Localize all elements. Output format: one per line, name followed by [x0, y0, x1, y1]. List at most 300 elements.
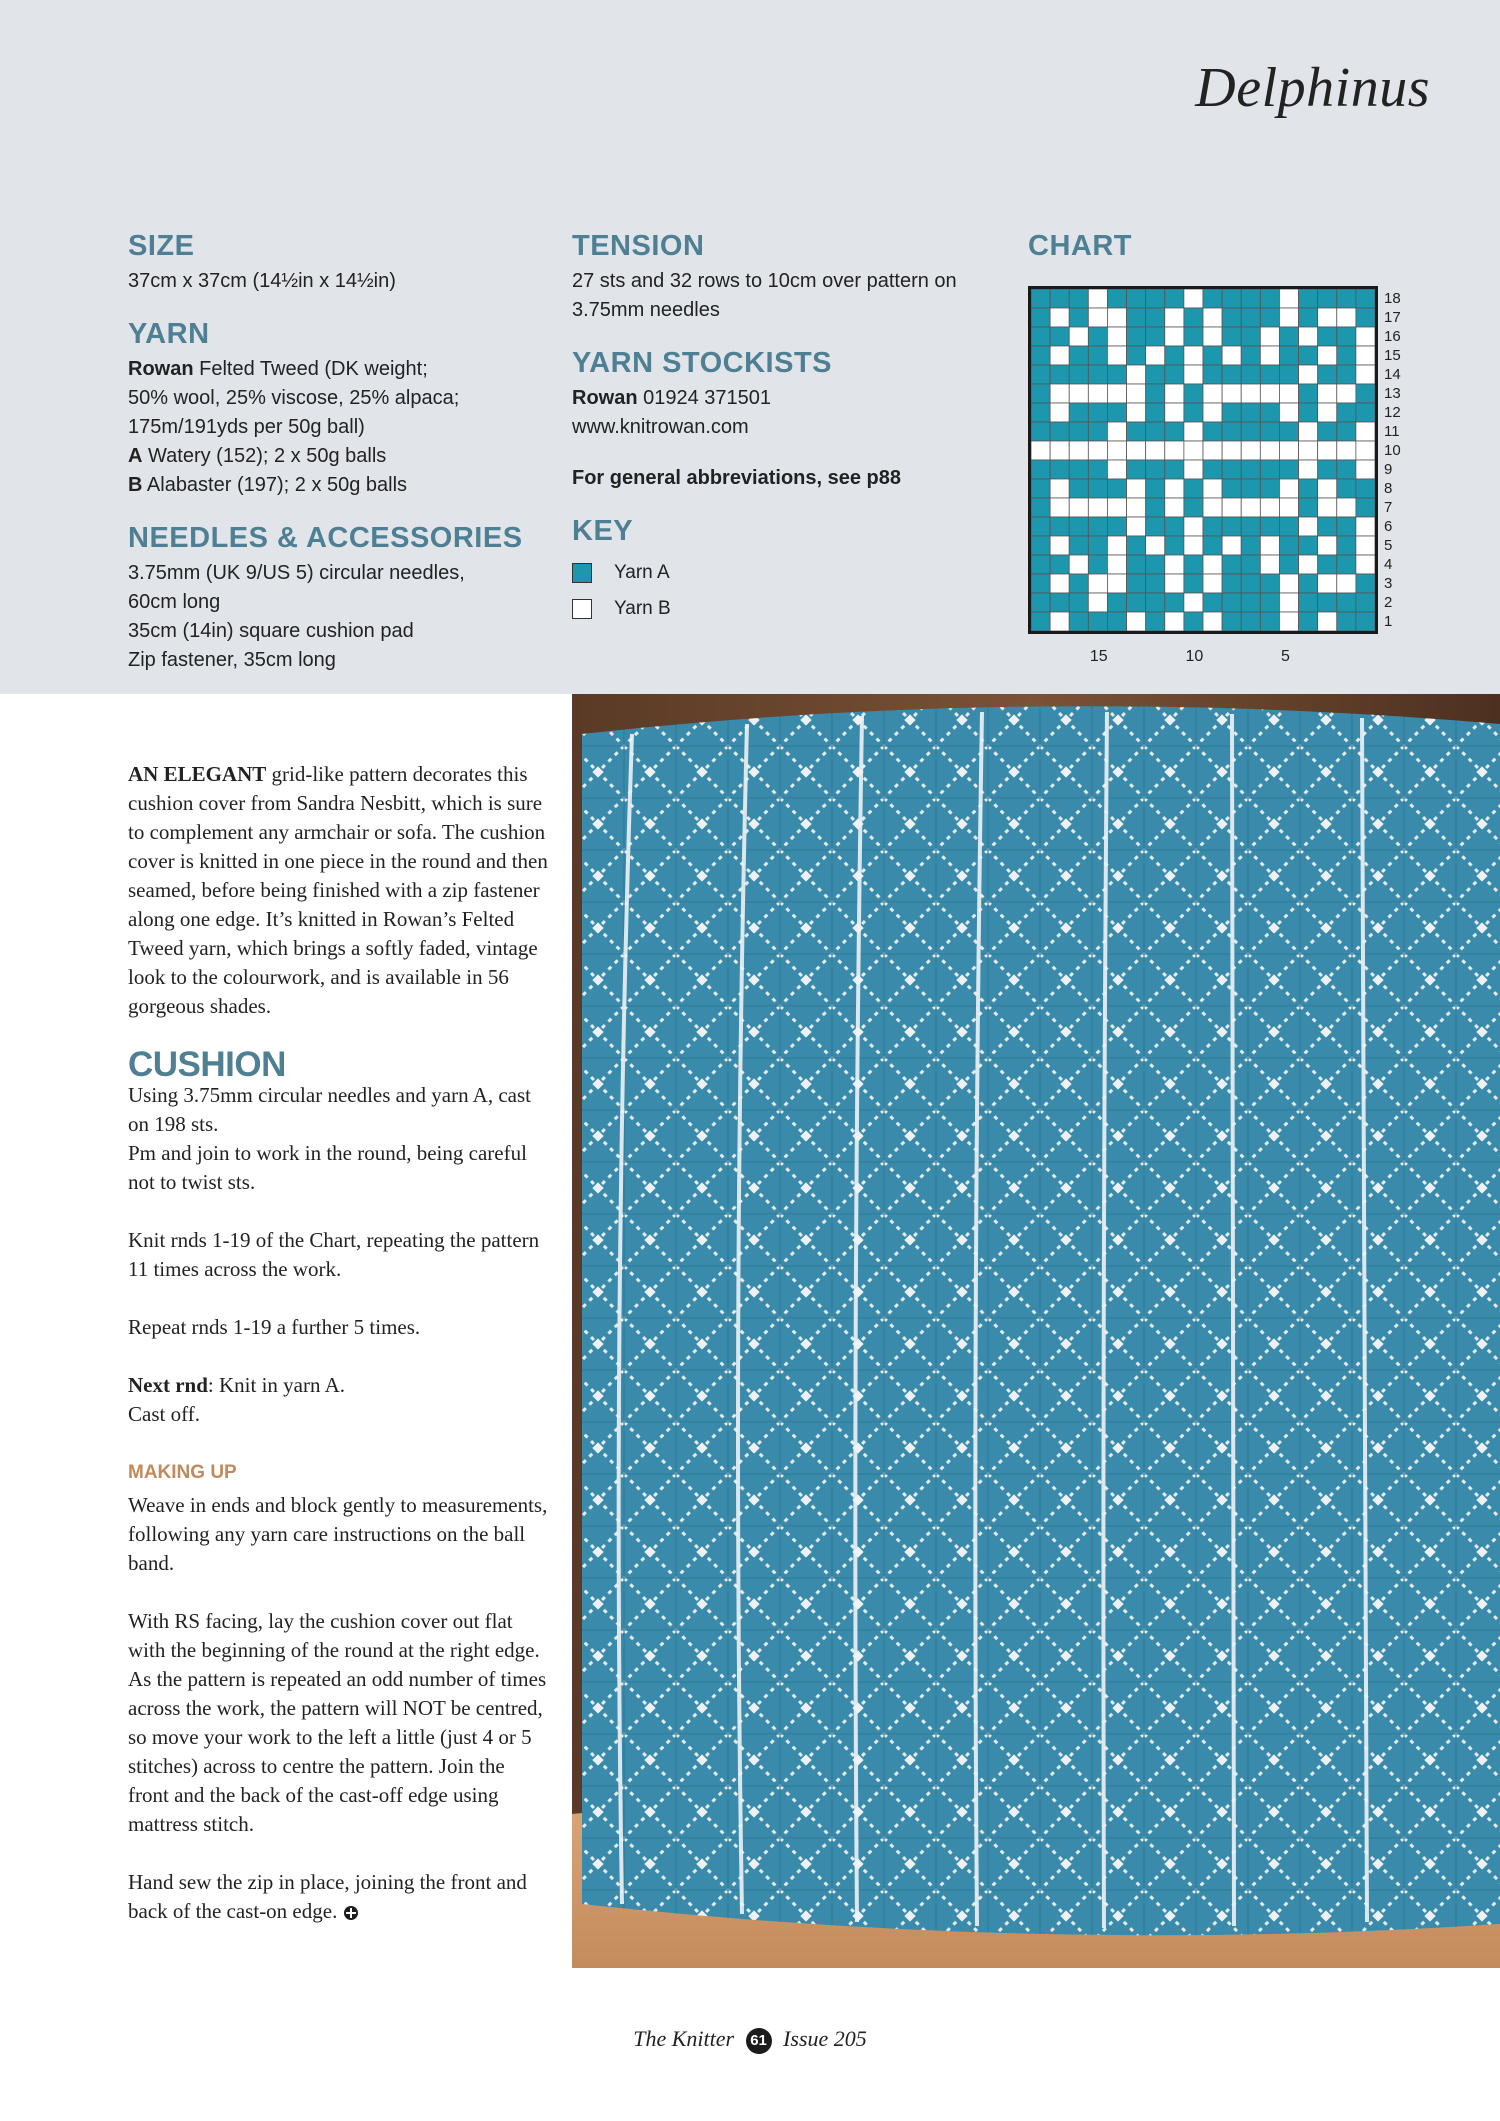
chart-cell	[1050, 574, 1069, 593]
chart-cell	[1088, 346, 1107, 365]
chart-cell	[1127, 365, 1146, 384]
page-number: 61	[746, 2028, 772, 2054]
chart-cell	[1318, 460, 1337, 479]
chart-cell	[1318, 612, 1337, 631]
chart-cell	[1241, 574, 1260, 593]
chart-row-label: 1	[1384, 612, 1393, 630]
chart-cell	[1356, 536, 1375, 555]
needles-line: 3.75mm (UK 9/US 5) circular needles,	[128, 562, 465, 584]
chart-cell	[1222, 593, 1241, 612]
chart-cell	[1069, 346, 1088, 365]
chart-cell	[1222, 384, 1241, 403]
chart-cell	[1241, 555, 1260, 574]
chart-cell	[1184, 346, 1203, 365]
chart-cell	[1031, 327, 1050, 346]
chart-cell	[1088, 308, 1107, 327]
chart-cell	[1050, 403, 1069, 422]
chart-cell	[1203, 346, 1222, 365]
chart-cell	[1260, 612, 1279, 631]
chart-cell	[1146, 612, 1165, 631]
chart-cell	[1088, 498, 1107, 517]
chart-cell	[1069, 384, 1088, 403]
chart-cell	[1279, 460, 1298, 479]
chart-cell	[1222, 498, 1241, 517]
chart-cell	[1031, 574, 1050, 593]
chart-cell	[1241, 346, 1260, 365]
chart-cell	[1031, 441, 1050, 460]
chart-cell	[1107, 346, 1126, 365]
chart-cell	[1318, 555, 1337, 574]
making-up-heading: MAKING UP	[128, 1462, 237, 1483]
chart-cell	[1356, 593, 1375, 612]
chart-cell	[1184, 593, 1203, 612]
page-title: Delphinus	[1195, 57, 1430, 119]
chart-cell	[1279, 593, 1298, 612]
chart-cell	[1165, 346, 1184, 365]
chart-cell	[1146, 498, 1165, 517]
chart-cell	[1031, 536, 1050, 555]
chart-heading: CHART	[1028, 230, 1132, 262]
chart-cell	[1184, 365, 1203, 384]
chart-cell	[1299, 555, 1318, 574]
chart-cell	[1203, 327, 1222, 346]
chart-cell	[1222, 536, 1241, 555]
chart-cell	[1127, 422, 1146, 441]
chart-cell	[1279, 422, 1298, 441]
chart-row-label: 12	[1384, 403, 1401, 421]
chart-cell	[1127, 479, 1146, 498]
chart-cell	[1356, 384, 1375, 403]
chart-cell	[1050, 555, 1069, 574]
chart-cell	[1127, 327, 1146, 346]
chart-cell	[1127, 574, 1146, 593]
chart-cell	[1203, 308, 1222, 327]
chart-cell	[1299, 574, 1318, 593]
chart-cell	[1203, 384, 1222, 403]
chart-cell	[1222, 555, 1241, 574]
chart-cell	[1241, 536, 1260, 555]
chart-row-label: 18	[1384, 289, 1401, 307]
chart-cell	[1337, 555, 1356, 574]
chart-cell	[1318, 536, 1337, 555]
chart-section	[1028, 230, 1132, 267]
chart-cell	[1088, 536, 1107, 555]
chart-cell	[1050, 365, 1069, 384]
chart-cell	[1222, 365, 1241, 384]
stockist-phone: Rowan 01924 371501	[572, 387, 772, 409]
chart-cell	[1184, 403, 1203, 422]
chart-cell	[1069, 555, 1088, 574]
key-label: Yarn A	[614, 562, 670, 583]
key-label: Yarn B	[614, 598, 671, 619]
chart-cell	[1107, 460, 1126, 479]
chart-cell	[1279, 574, 1298, 593]
chart-cell	[1050, 384, 1069, 403]
needles-line: 60cm long	[128, 591, 221, 613]
chart-cell	[1203, 536, 1222, 555]
chart-cell	[1260, 384, 1279, 403]
chart-cell	[1127, 346, 1146, 365]
chart-cell	[1337, 479, 1356, 498]
chart-cell	[1318, 365, 1337, 384]
chart-cell	[1069, 308, 1088, 327]
yarn-line-1: Rowan Felted Tweed (DK weight;	[128, 358, 428, 380]
chart-cell	[1299, 460, 1318, 479]
chart-cell	[1184, 536, 1203, 555]
chart-cell	[1337, 574, 1356, 593]
cushion-step: Cast off.	[128, 1402, 200, 1426]
stockists-heading: YARN STOCKISTS	[572, 347, 832, 379]
chart-cell	[1337, 365, 1356, 384]
chart-cell	[1222, 346, 1241, 365]
magazine-name: The Knitter	[633, 2026, 735, 2051]
chart-cell	[1050, 536, 1069, 555]
chart-cell	[1299, 422, 1318, 441]
chart-cell	[1184, 479, 1203, 498]
chart-cell	[1279, 536, 1298, 555]
chart-cell	[1299, 593, 1318, 612]
chart-cell	[1279, 498, 1298, 517]
chart-cell	[1031, 612, 1050, 631]
chart-cell	[1299, 346, 1318, 365]
key-heading: KEY	[572, 515, 634, 547]
chart-cell	[1241, 327, 1260, 346]
chart-cell	[1318, 479, 1337, 498]
cushion-step: Next rnd: Knit in yarn A.	[128, 1373, 345, 1397]
chart-cell	[1165, 536, 1184, 555]
chart-cell	[1184, 460, 1203, 479]
chart-cell	[1088, 574, 1107, 593]
specs-column-middle	[572, 230, 992, 620]
needles-line: 35cm (14in) square cushion pad	[128, 620, 414, 642]
chart-cell	[1050, 422, 1069, 441]
chart-cell	[1184, 327, 1203, 346]
chart-cell	[1260, 403, 1279, 422]
chart-cell	[1241, 384, 1260, 403]
chart-cell	[1318, 593, 1337, 612]
chart-cell	[1260, 479, 1279, 498]
chart-cell	[1127, 289, 1146, 308]
chart-cell	[1069, 612, 1088, 631]
chart-row-label: 7	[1384, 498, 1393, 516]
chart-cell	[1031, 308, 1050, 327]
chart-cell	[1299, 498, 1318, 517]
chart-cell	[1222, 574, 1241, 593]
chart-cell	[1356, 308, 1375, 327]
chart-cell	[1031, 346, 1050, 365]
chart-cell	[1279, 441, 1298, 460]
chart-cell	[1107, 593, 1126, 612]
chart-cell	[1279, 365, 1298, 384]
chart-cell	[1241, 403, 1260, 422]
making-up-step: With RS facing, lay the cushion cover out flat with the beginning of the round at the right edge. As the pattern is repeated an odd number of times across the work, the pattern will NOT be centred, so move your work to the left a little (just 4 or 5 stitches) across to centre the pattern. Join the front and the back of the cast-off edge using mattress stitch.	[128, 1609, 547, 1836]
chart-cell	[1165, 517, 1184, 536]
chart-cell	[1279, 517, 1298, 536]
size-value: 37cm x 37cm (14½in x 14½in)	[128, 270, 396, 292]
intro-paragraph: AN ELEGANT grid-like pattern decorates this cushion cover from Sandra Nesbitt, which is sure to complement any armchair or sofa. The cushion cover is knitted in one piece in the round and then seamed, before being finished with a zip fastener along one edge. It’s knitted in Rowan’s Felted Tweed yarn, which brings a softly faded, vintage look to the colourwork, and is available in 56 gorgeous shades.	[128, 762, 548, 1018]
chart-cell	[1356, 612, 1375, 631]
chart-cell	[1165, 384, 1184, 403]
chart-cell	[1050, 460, 1069, 479]
chart-cell	[1260, 422, 1279, 441]
chart-cell	[1356, 555, 1375, 574]
chart-cell	[1146, 289, 1165, 308]
chart-cell	[1356, 479, 1375, 498]
chart-cell	[1107, 479, 1126, 498]
chart-cell	[1146, 308, 1165, 327]
chart-cell	[1260, 365, 1279, 384]
chart-cell	[1203, 612, 1222, 631]
yarn-heading: YARN	[128, 318, 210, 350]
chart-cell	[1203, 289, 1222, 308]
chart-cell	[1337, 593, 1356, 612]
chart-cell	[1146, 479, 1165, 498]
chart-cell	[1165, 593, 1184, 612]
chart-cell	[1318, 327, 1337, 346]
chart-cell	[1165, 498, 1184, 517]
chart-cell	[1337, 517, 1356, 536]
chart-cell	[1203, 517, 1222, 536]
chart-cell	[1107, 289, 1126, 308]
chart-cell	[1356, 346, 1375, 365]
chart-cell	[1050, 289, 1069, 308]
chart-cell	[1337, 308, 1356, 327]
chart-cell	[1107, 441, 1126, 460]
yarn-b-swatch	[572, 599, 592, 619]
specs-column-left	[128, 230, 548, 675]
chart-cell	[1031, 555, 1050, 574]
chart-cell	[1088, 403, 1107, 422]
chart-row-label: 15	[1384, 346, 1401, 364]
chart-cell	[1260, 536, 1279, 555]
chart-cell	[1088, 422, 1107, 441]
chart-cell	[1107, 574, 1126, 593]
chart-cell	[1146, 441, 1165, 460]
chart-cell	[1203, 441, 1222, 460]
chart-cell	[1356, 403, 1375, 422]
chart-cell	[1318, 574, 1337, 593]
chart-cell	[1299, 479, 1318, 498]
chart-cell	[1222, 403, 1241, 422]
chart-cell	[1279, 346, 1298, 365]
chart-row-label: 2	[1384, 593, 1393, 611]
chart-cell	[1222, 479, 1241, 498]
chart-cell	[1356, 365, 1375, 384]
chart-cell	[1241, 593, 1260, 612]
chart-cell	[1050, 327, 1069, 346]
chart-cell	[1069, 403, 1088, 422]
yarn-line-2: 50% wool, 25% viscose, 25% alpaca;	[128, 387, 460, 409]
chart-cell	[1050, 441, 1069, 460]
chart-cell	[1050, 479, 1069, 498]
chart-cell	[1260, 555, 1279, 574]
needles-line: Zip fastener, 35cm long	[128, 649, 336, 671]
chart-cell	[1069, 574, 1088, 593]
chart-cell	[1127, 403, 1146, 422]
chart-cell	[1299, 308, 1318, 327]
chart-cell	[1184, 612, 1203, 631]
chart-cell	[1127, 460, 1146, 479]
chart-cell	[1318, 517, 1337, 536]
chart-cell	[1031, 479, 1050, 498]
chart-cell	[1146, 555, 1165, 574]
chart-cell	[1203, 422, 1222, 441]
chart-cell	[1318, 346, 1337, 365]
abbreviations-note: For general abbreviations, see p88	[572, 467, 902, 489]
chart-cell	[1088, 517, 1107, 536]
chart-cell	[1069, 441, 1088, 460]
chart-cell	[1146, 593, 1165, 612]
chart-cell	[1088, 460, 1107, 479]
chart-col-label: 5	[1281, 648, 1290, 665]
chart-cell	[1222, 289, 1241, 308]
chart-cell	[1299, 365, 1318, 384]
stockist-website[interactable]: www.knitrowan.com	[572, 416, 749, 438]
chart-cell	[1107, 365, 1126, 384]
chart-cell	[1241, 460, 1260, 479]
chart-cell	[1241, 422, 1260, 441]
chart-cell	[1146, 517, 1165, 536]
chart-cell	[1260, 498, 1279, 517]
chart-cell	[1203, 479, 1222, 498]
chart-cell	[1146, 536, 1165, 555]
chart-col-label: 15	[1089, 648, 1108, 665]
chart-cell	[1299, 403, 1318, 422]
chart-cell	[1222, 441, 1241, 460]
chart-cell	[1279, 384, 1298, 403]
chart-cell	[1356, 574, 1375, 593]
chart-cell	[1088, 327, 1107, 346]
chart-cell	[1031, 593, 1050, 612]
key-item-yarn-a	[572, 562, 992, 584]
chart-cell	[1184, 384, 1203, 403]
chart-cell	[1299, 384, 1318, 403]
chart-row-label: 10	[1384, 441, 1401, 459]
chart-cell	[1337, 346, 1356, 365]
chart-cell	[1031, 289, 1050, 308]
chart-cell	[1337, 536, 1356, 555]
chart-cell	[1279, 479, 1298, 498]
chart-cell	[1050, 498, 1069, 517]
chart-cell	[1146, 346, 1165, 365]
chart-cell	[1299, 289, 1318, 308]
chart-cell	[1318, 422, 1337, 441]
size-heading: SIZE	[128, 230, 195, 262]
chart-cell	[1241, 517, 1260, 536]
chart-cell	[1088, 365, 1107, 384]
chart-cell	[1107, 308, 1126, 327]
chart-cell	[1050, 517, 1069, 536]
chart-cell	[1107, 517, 1126, 536]
chart-cell	[1222, 422, 1241, 441]
chart-cell	[1069, 536, 1088, 555]
chart-cell	[1279, 308, 1298, 327]
chart-cell	[1299, 612, 1318, 631]
chart-cell	[1069, 593, 1088, 612]
chart-cell	[1241, 441, 1260, 460]
chart-cell	[1088, 384, 1107, 403]
chart-cell	[1127, 517, 1146, 536]
chart-cell	[1107, 498, 1126, 517]
chart-cell	[1069, 327, 1088, 346]
chart-cell	[1260, 460, 1279, 479]
chart-cell	[1241, 308, 1260, 327]
chart-cell	[1184, 289, 1203, 308]
chart-cell	[1337, 327, 1356, 346]
chart-cell	[1222, 308, 1241, 327]
needles-heading: NEEDLES & ACCESSORIES	[128, 522, 523, 554]
chart-cell	[1356, 460, 1375, 479]
chart-cell	[1069, 460, 1088, 479]
chart-cell	[1031, 460, 1050, 479]
chart-cell	[1127, 441, 1146, 460]
chart-row-label: 14	[1384, 365, 1401, 383]
chart-cell	[1050, 308, 1069, 327]
chart-cell	[1146, 403, 1165, 422]
chart-cell	[1107, 403, 1126, 422]
chart-cell	[1299, 517, 1318, 536]
chart-cell	[1107, 536, 1126, 555]
chart-cell	[1031, 365, 1050, 384]
chart-cell	[1146, 384, 1165, 403]
chart-cell	[1279, 327, 1298, 346]
chart-cell	[1356, 422, 1375, 441]
chart-cell	[1299, 327, 1318, 346]
chart-cell	[1184, 555, 1203, 574]
chart-cell	[1107, 422, 1126, 441]
issue-number: Issue 205	[783, 2026, 867, 2051]
end-mark-icon	[343, 1905, 359, 1921]
chart-cell	[1337, 384, 1356, 403]
making-up-step: Weave in ends and block gently to measurements, following any yarn care instructions on the ball band.	[128, 1493, 548, 1575]
article-body	[128, 760, 548, 1955]
chart-cell	[1088, 289, 1107, 308]
chart-cell	[1165, 612, 1184, 631]
chart-cell	[1203, 403, 1222, 422]
cushion-step: Repeat rnds 1-19 a further 5 times.	[128, 1315, 421, 1339]
chart-row-label: 6	[1384, 517, 1393, 535]
chart-cell	[1165, 422, 1184, 441]
chart-cell	[1184, 441, 1203, 460]
chart-cell	[1184, 574, 1203, 593]
chart-cell	[1356, 498, 1375, 517]
chart-row-label: 16	[1384, 327, 1401, 345]
chart-cell	[1165, 308, 1184, 327]
chart-cell	[1203, 460, 1222, 479]
chart-cell	[1088, 555, 1107, 574]
chart-cell	[1203, 555, 1222, 574]
chart-cell	[1127, 612, 1146, 631]
chart-row-label: 3	[1384, 574, 1393, 592]
chart-cell	[1146, 574, 1165, 593]
chart-cell	[1337, 498, 1356, 517]
chart-cell	[1318, 441, 1337, 460]
chart-cell	[1279, 289, 1298, 308]
chart-cell	[1356, 441, 1375, 460]
tension-line: 27 sts and 32 rows to 10cm over pattern on	[572, 270, 957, 292]
chart-cell	[1222, 327, 1241, 346]
chart-cell	[1165, 365, 1184, 384]
chart-cell	[1069, 479, 1088, 498]
chart-cell	[1337, 460, 1356, 479]
making-up-step: Hand sew the zip in place, joining the front and back of the cast-on edge.	[128, 1870, 527, 1923]
chart-cell	[1165, 441, 1184, 460]
chart-cell	[1088, 441, 1107, 460]
chart-cell	[1260, 574, 1279, 593]
chart-cell	[1260, 517, 1279, 536]
chart-cell	[1050, 612, 1069, 631]
chart-cell	[1165, 479, 1184, 498]
